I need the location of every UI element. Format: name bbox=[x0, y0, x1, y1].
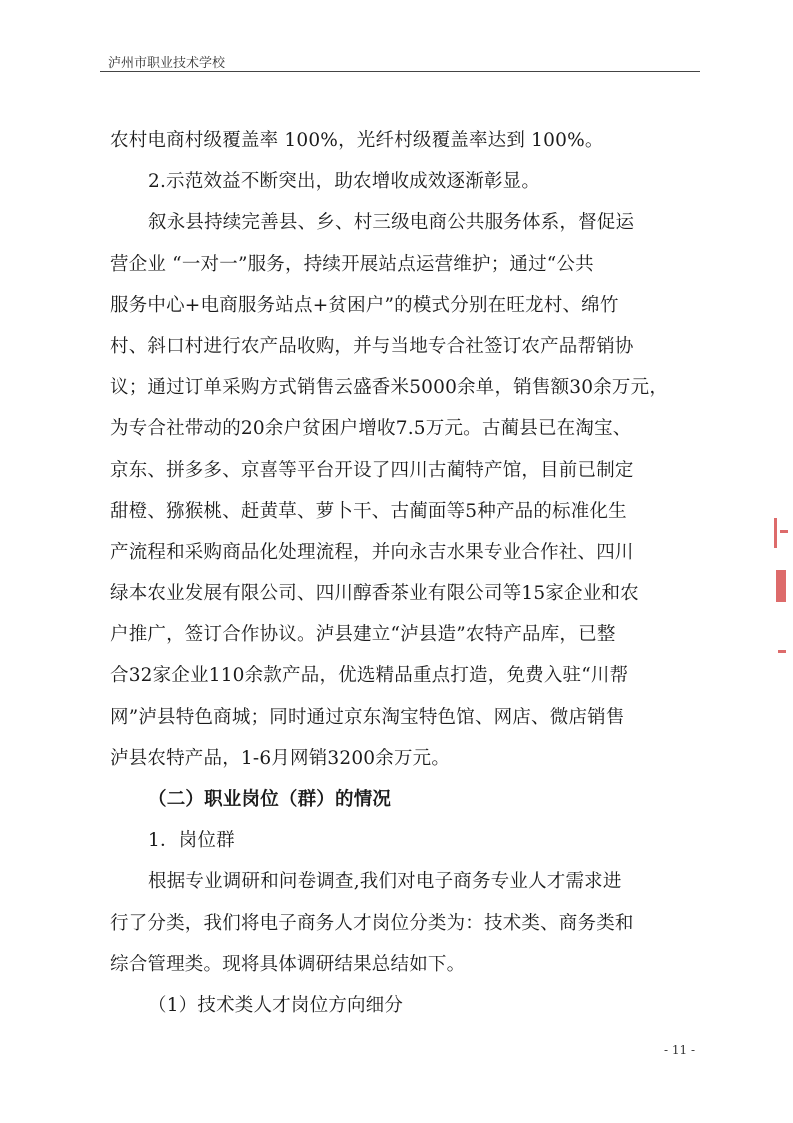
body-line: 农村电商村级覆盖率 100%，光纤村级覆盖率达到 100%。 bbox=[110, 130, 604, 151]
body-line: 户推广，签订合作协议。泸县建立“泸县造”农特产品库，已整 bbox=[110, 624, 616, 646]
body-line: 2.示范效益不断突出，助农增收成效逐渐彰显。 bbox=[148, 171, 541, 193]
document-body bbox=[110, 120, 700, 1026]
body-line: 产流程和采购商品化处理流程，并向永吉水果专业合作社、四川 bbox=[110, 541, 634, 563]
body-line: 议；通过订单采购方式销售云盛香米5000余单，销售额30余万元， bbox=[110, 377, 669, 399]
header-school-name: 泸州市职业技术学校 bbox=[108, 56, 226, 71]
body-line: 服务中心+电商服务站点+贫困户”的模式分别在旺龙村、绵竹 bbox=[110, 294, 619, 316]
subsection-heading: 1．岗位群 bbox=[148, 830, 235, 852]
seal-stamp-fragment bbox=[768, 510, 790, 670]
body-line: 京东、拼多多、京喜等平台开设了四川古蔺特产馆，目前已制定 bbox=[110, 459, 634, 481]
body-line: 绿本农业发展有限公司、四川醇香茶业有限公司等15家企业和农 bbox=[110, 583, 639, 605]
body-line: 村、斜口村进行农产品收购，并与当地专合社签订农产品帮销协 bbox=[110, 335, 634, 357]
header-divider bbox=[100, 71, 700, 72]
section-heading: （二）职业岗位（群）的情况 bbox=[148, 789, 392, 810]
body-line: 根据专业调研和问卷调查,我们对电子商务专业人才需求进 bbox=[148, 871, 622, 893]
body-line: 甜橙、猕猴桃、赶黄草、萝卜干、古蔺面等5种产品的标准化生 bbox=[110, 500, 627, 522]
body-line: 叙永县持续完善县、乡、村三级电商公共服务体系，督促运 bbox=[148, 212, 635, 234]
body-line: 为专合社带动的20余户贫困户增收7.5万元。古蔺县已在淘宝、 bbox=[110, 418, 632, 440]
page-number: - 11 - bbox=[664, 1043, 696, 1057]
body-line: 营企业 “一对一”服务，持续开展站点运营维护；通过“公共 bbox=[110, 253, 594, 275]
body-line: 行了分类，我们将电子商务人才岗位分类为：技术类、商务类和 bbox=[110, 912, 634, 934]
body-line: 合32家企业110余款产品，优选精品重点打造，免费入驻“川帮 bbox=[110, 665, 629, 687]
body-line: 泸县农特产品，1-6月网销3200余万元。 bbox=[110, 747, 451, 769]
subsection-heading: （1）技术类人才岗位方向细分 bbox=[148, 994, 404, 1016]
body-line: 综合管理类。现将具体调研结果总结如下。 bbox=[110, 953, 466, 975]
body-line: 网”泸县特色商城；同时通过京东淘宝特色馆、网店、微店销售 bbox=[110, 706, 625, 728]
